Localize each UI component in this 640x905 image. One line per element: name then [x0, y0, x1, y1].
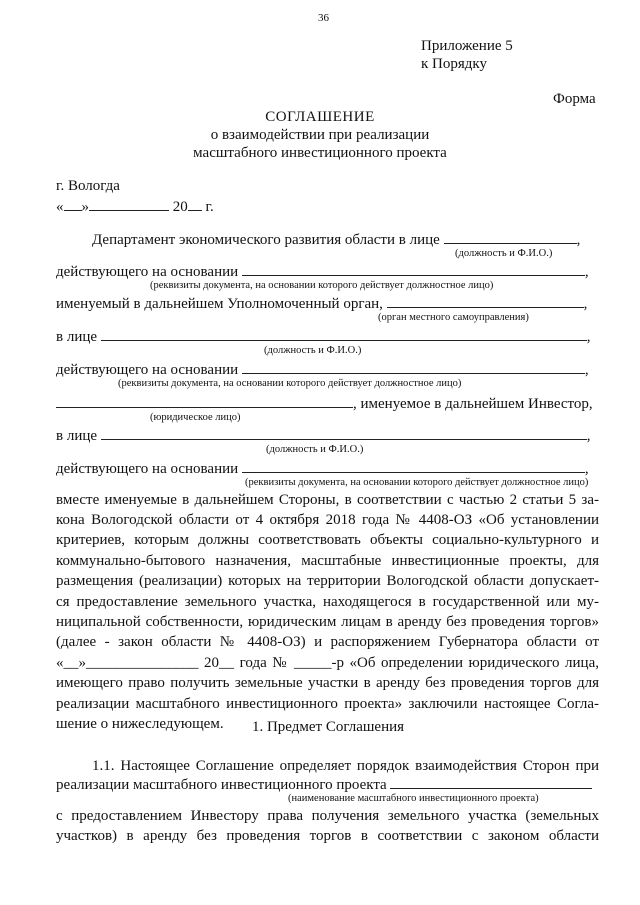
section-line: с предоставлением Инвестору права получения земельного участка (земельных: [56, 808, 599, 824]
investor-basis-blank[interactable]: [242, 459, 585, 473]
party-line-4: в лице ,: [56, 329, 591, 345]
authority-official-blank[interactable]: [101, 327, 587, 341]
party-line-7: в лице ,: [56, 428, 591, 444]
party-line-1: Департамент экономического развития области в лице ,: [92, 232, 581, 248]
year-blank[interactable]: [188, 197, 202, 211]
appendix-line2: к Порядку: [421, 56, 487, 72]
body-line: вместе именуемые в дальнейшем Стороны, в соответствии с частью 2 статьи 5 за-: [56, 492, 599, 508]
hint-position-3: (должность и Ф.И.О.): [266, 444, 364, 455]
body-line: (далее - закон области № 4408-ОЗ) и распоряжением Губернатора области от: [56, 634, 599, 650]
date-line: « » 20 г.: [56, 199, 214, 215]
party-line-6: , именуемое в дальнейшем Инвестор,: [56, 394, 593, 413]
party-line-3: именуемый в дальнейшем Уполномоченный орган, ,: [56, 296, 588, 312]
party-line-5: действующего на основании ,: [56, 362, 589, 378]
department-basis-blank[interactable]: [242, 262, 585, 276]
hint-project-name: (наименование масштабного инвестиционного проекта): [288, 793, 539, 804]
month-blank[interactable]: [89, 197, 169, 211]
authority-basis-blank[interactable]: [242, 360, 585, 374]
hint-position-1: (должность и Ф.И.О.): [455, 248, 553, 259]
document-subtitle-2: масштабного инвестиционного проекта: [193, 145, 447, 161]
body-line: ся предоставление земельного участка, находящегося в государственной или му-: [56, 594, 599, 610]
hint-authority: (орган местного самоуправления): [378, 312, 529, 323]
party-line-8: действующего на основании ,: [56, 461, 589, 477]
page-number: 36: [318, 12, 329, 24]
section-line: участков) в аренду без проведения торгов в соответствии с законом области: [56, 828, 599, 844]
hint-legal-entity: (юридическое лицо): [150, 412, 241, 423]
document-title: СОГЛАШЕНИЕ: [265, 109, 375, 125]
body-line: кона Вологодской области от 4 октября 2018 года № 4408-ОЗ «Об установлении: [56, 512, 599, 528]
body-line: имеющего право получить земельные участки в аренду без проведения торгов для: [56, 675, 599, 691]
section-line-project: реализации масштабного инвестиционного проекта: [56, 775, 592, 794]
body-line: размещения (реализации) которых на территории Вологодской области допускает-: [56, 573, 599, 589]
department-official-blank[interactable]: [444, 230, 577, 244]
body-line: ниципальной собственности, юридическим лицам в аренду без проведения торгов»: [56, 614, 599, 630]
investor-official-blank[interactable]: [101, 426, 587, 440]
body-line: шение о нижеследующем.: [56, 716, 224, 732]
authority-blank[interactable]: [387, 294, 584, 308]
section-line: 1.1. Настоящее Соглашение определяет порядок взаимодействия Сторон при: [92, 758, 599, 774]
hint-position-2: (должность и Ф.И.О.): [264, 345, 362, 356]
section-heading: 1. Предмет Соглашения: [251, 719, 405, 735]
appendix-line1: Приложение 5: [421, 38, 513, 54]
body-line: коммунально-бытового назначения, масштабные инвестиционные проекты, для: [56, 553, 599, 569]
body-line: «__»_______________ 20__ года № _____-р «Об определении юридического лица,: [56, 655, 599, 671]
body-line: реализации масштабного инвестиционного проекта» заключили настоящее Согла-: [56, 696, 599, 712]
project-name-blank[interactable]: [390, 775, 592, 789]
investor-name-blank[interactable]: [56, 394, 353, 408]
day-blank[interactable]: [64, 197, 82, 211]
body-line: критериев, которым должны соответствовать объекты социально-культурного и: [56, 532, 599, 548]
hint-basis-1: (реквизиты документа, на основании которого действует должностное лицо): [150, 280, 494, 291]
city: г. Вологда: [56, 178, 120, 194]
document-subtitle-1: о взаимодействии при реализации: [210, 127, 430, 143]
form-label: Форма: [553, 91, 596, 107]
party-line-2: действующего на основании ,: [56, 264, 589, 280]
hint-basis-2: (реквизиты документа, на основании которого действует должностное лицо): [118, 378, 462, 389]
hint-basis-3: (реквизиты документа, на основании которого действует должностное лицо): [245, 477, 589, 488]
